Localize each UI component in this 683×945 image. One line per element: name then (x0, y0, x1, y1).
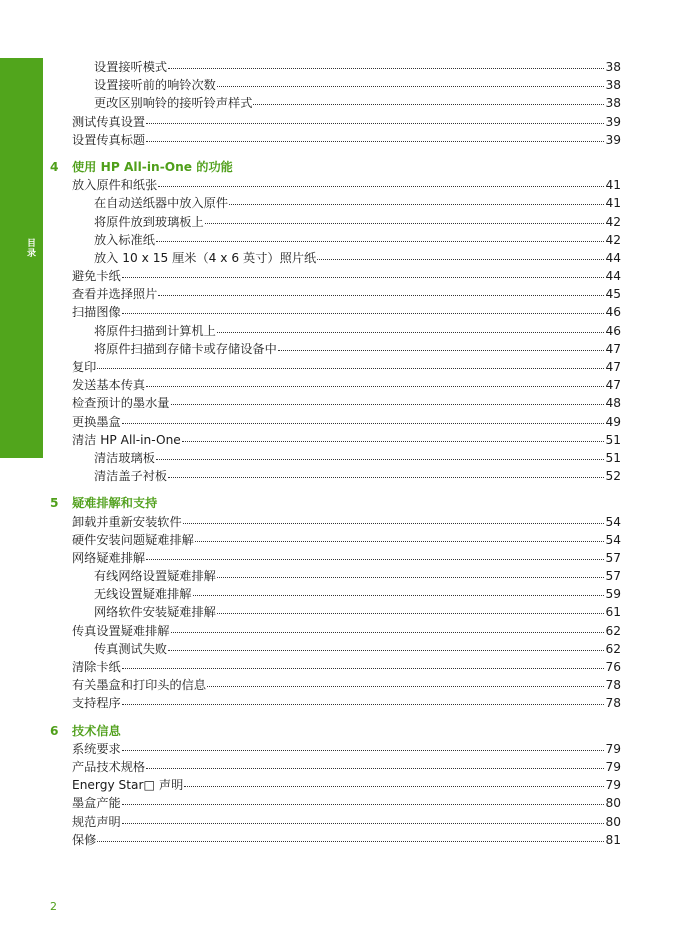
dot-leader (171, 403, 605, 405)
dot-leader (146, 122, 604, 124)
toc-entry-title[interactable]: 更改区别响铃的接听铃声样式 (94, 96, 253, 111)
toc-entry-page[interactable]: 38 (605, 78, 621, 93)
toc-entry-title[interactable]: 墨盒产能 (72, 796, 121, 811)
toc-entry-page[interactable]: 57 (605, 569, 621, 584)
toc-entry-title[interactable]: 网络疑难排解 (72, 550, 146, 565)
toc-entry-title[interactable]: 将原件扫描到存储卡或存储设备中 (94, 341, 277, 356)
toc-entry-title[interactable]: 传真设置疑难排解 (72, 623, 170, 638)
side-tab-label: 目录 (25, 238, 35, 258)
toc-entry[interactable] (50, 340, 621, 358)
toc-entry-page[interactable]: 49 (605, 414, 621, 429)
toc-entry[interactable] (50, 431, 621, 449)
toc-entry-page[interactable]: 41 (605, 196, 621, 211)
dot-leader (168, 649, 604, 651)
toc-entry-page[interactable]: 48 (605, 396, 621, 411)
toc-entry[interactable] (50, 513, 621, 531)
toc-entry-title[interactable]: 清除卡纸 (72, 660, 121, 674)
toc-entry-title[interactable]: 有关墨盒和打印头的信息 (72, 678, 207, 693)
chapter-number: 4 (50, 159, 59, 174)
toc-entry[interactable] (50, 794, 621, 812)
dot-leader (184, 785, 604, 787)
toc-entry[interactable] (50, 113, 621, 131)
dot-leader (158, 185, 604, 187)
toc-entry-page[interactable]: 46 (605, 323, 621, 338)
dot-leader (205, 222, 605, 224)
toc-entry-title[interactable]: 保修 (72, 832, 97, 847)
dot-leader (217, 612, 605, 614)
toc-entry[interactable] (50, 467, 621, 485)
toc-entry-page[interactable]: 79 (605, 741, 621, 756)
side-tab (0, 58, 43, 458)
dot-leader (146, 558, 604, 560)
dot-leader (317, 258, 604, 260)
toc-entry-page[interactable]: 46 (605, 305, 621, 320)
toc-entry[interactable] (50, 376, 621, 394)
toc-entry-title[interactable]: 放入原件和纸张 (72, 178, 158, 193)
toc-entry-page[interactable]: 51 (605, 432, 621, 447)
dot-leader (183, 522, 605, 524)
toc-entry-title[interactable]: 硬件安装问题疑难排解 (72, 532, 194, 547)
toc-entry[interactable] (50, 585, 621, 603)
toc-entry-page[interactable]: 54 (605, 514, 621, 529)
dot-leader (278, 349, 605, 351)
toc-entry-title[interactable]: 设置接听前的响铃次数 (94, 78, 216, 93)
toc-entry-page[interactable]: 59 (605, 587, 621, 602)
toc-entry-page[interactable]: 80 (605, 796, 621, 811)
toc-entry-title[interactable]: 复印 (72, 360, 97, 374)
toc-entry-title[interactable]: 放入 10 x 15 厘米（4 x 6 英寸）照片纸 (94, 250, 317, 265)
toc-entry[interactable] (50, 676, 621, 694)
dot-leader (97, 367, 604, 369)
dot-leader (122, 276, 605, 278)
toc-entry[interactable] (50, 131, 621, 149)
toc-entry[interactable] (50, 358, 621, 376)
toc-entry[interactable] (50, 758, 621, 776)
toc-entry-page[interactable]: 79 (605, 759, 621, 774)
toc-entry[interactable] (50, 303, 621, 321)
dot-leader (122, 312, 605, 314)
toc-entry-title[interactable]: 更换墨盒 (72, 414, 121, 429)
toc-entry-title[interactable]: Energy Star□ 声明 (72, 778, 184, 793)
toc-entry-page[interactable]: 44 (605, 269, 621, 284)
toc-entry-page[interactable]: 79 (605, 778, 621, 793)
toc-entry-title[interactable]: 规范声明 (72, 814, 121, 829)
toc-entry-page[interactable]: 54 (605, 532, 621, 547)
dot-leader (146, 140, 604, 142)
toc-entry[interactable] (50, 322, 621, 340)
toc-entry[interactable] (50, 603, 621, 621)
toc-entry[interactable] (50, 776, 621, 794)
toc-entry-title[interactable]: 网络软件安装疑难排解 (94, 605, 216, 620)
dot-leader (146, 767, 604, 769)
toc-entry-page[interactable]: 45 (605, 287, 621, 302)
toc-entry-page[interactable]: 62 (605, 623, 621, 638)
toc-entry-title[interactable]: 有线网络设置疑难排解 (94, 569, 216, 584)
toc-entry-title[interactable]: 检查预计的墨水量 (72, 396, 170, 411)
toc-entry-page[interactable]: 51 (605, 450, 621, 465)
toc-entry-title[interactable]: 无线设置疑难排解 (94, 587, 192, 602)
dot-leader (182, 440, 605, 442)
dot-leader (158, 294, 604, 296)
toc-entry-title[interactable]: 将原件扫描到计算机上 (94, 323, 216, 338)
chapter-heading (50, 158, 621, 176)
dot-leader (171, 631, 605, 633)
toc-entry[interactable] (50, 194, 621, 212)
dot-leader (168, 67, 604, 69)
toc-entry-page[interactable]: 38 (605, 60, 621, 74)
dot-leader (217, 85, 605, 87)
toc-entry-title[interactable]: 查看并选择照片 (72, 287, 158, 302)
dot-leader (229, 203, 604, 205)
toc-entry-page[interactable]: 52 (605, 469, 621, 484)
toc-entry-title[interactable]: 清洁玻璃板 (94, 450, 155, 465)
toc-entry-page[interactable]: 39 (605, 132, 621, 147)
toc-entry-page[interactable]: 42 (605, 214, 621, 229)
toc-entry-page[interactable]: 44 (605, 250, 621, 265)
toc-entry-title[interactable]: 发送基本传真 (72, 378, 146, 393)
toc-entry[interactable] (50, 76, 621, 94)
toc-entry[interactable] (50, 231, 621, 249)
toc-entry[interactable] (50, 549, 621, 567)
toc-entry[interactable] (50, 567, 621, 585)
toc-entry-page[interactable]: 62 (605, 641, 621, 656)
toc-entry[interactable] (50, 285, 621, 303)
toc-entry-page[interactable]: 78 (605, 696, 621, 711)
toc-entry[interactable] (50, 213, 621, 231)
toc-entry-title[interactable]: 设置接听模式 (94, 60, 168, 74)
chapter-heading (50, 494, 621, 512)
chapter-title[interactable]: 疑难排解和支持 (72, 496, 158, 511)
toc-entry[interactable] (50, 94, 621, 112)
toc-entry-page[interactable]: 61 (605, 605, 621, 620)
toc-entry-title[interactable]: 系统要求 (72, 741, 121, 756)
toc-entry-page[interactable]: 78 (605, 678, 621, 693)
toc-entry[interactable] (50, 58, 621, 76)
page-number: 2 (50, 900, 57, 913)
toc-entry-title[interactable]: 测试传真设置 (72, 114, 146, 129)
toc-entry-page[interactable]: 41 (605, 178, 621, 193)
toc-entry-title[interactable]: 清洁盖子衬板 (94, 469, 168, 484)
dot-leader (146, 385, 604, 387)
toc-entry-page[interactable]: 42 (605, 232, 621, 247)
dot-leader (217, 331, 605, 333)
toc-entry-page[interactable]: 39 (605, 114, 621, 129)
dot-leader (122, 749, 605, 751)
toc-entry-title[interactable]: 传真测试失败 (94, 641, 168, 656)
dot-leader (156, 240, 605, 242)
toc-entry-title[interactable]: 将原件放到玻璃板上 (94, 214, 204, 229)
toc-entry-page[interactable]: 47 (605, 360, 621, 374)
dot-leader (122, 703, 605, 705)
dot-leader (195, 540, 605, 542)
toc-entry[interactable] (50, 249, 621, 267)
dot-leader (156, 458, 605, 460)
toc-entry-page[interactable]: 76 (605, 660, 621, 674)
toc-entry[interactable] (50, 531, 621, 549)
toc-entry[interactable] (50, 394, 621, 412)
toc-entry[interactable] (50, 449, 621, 467)
chapter-title[interactable]: 技术信息 (72, 723, 121, 738)
dot-leader (122, 667, 605, 669)
toc-entry-page[interactable]: 47 (605, 378, 621, 393)
dot-leader (253, 103, 604, 105)
table-of-contents (50, 58, 621, 849)
toc-entry[interactable] (50, 740, 621, 758)
dot-leader (122, 422, 605, 424)
dot-leader (122, 803, 605, 805)
toc-entry[interactable] (50, 694, 621, 712)
dot-leader (97, 840, 604, 842)
toc-entry-page[interactable]: 38 (605, 96, 621, 111)
toc-entry[interactable] (50, 622, 621, 640)
chapter-title[interactable]: 使用 HP All-in-One 的功能 (72, 159, 233, 174)
chapter-number: 5 (50, 496, 59, 511)
toc-entry-title[interactable]: 设置传真标题 (72, 132, 146, 147)
toc-entry[interactable] (50, 267, 621, 285)
toc-entry[interactable] (50, 640, 621, 658)
toc-entry[interactable] (50, 831, 621, 849)
toc-entry-page[interactable]: 80 (605, 814, 621, 829)
dot-leader (193, 594, 605, 596)
dot-leader (217, 576, 605, 578)
toc-entry-title[interactable]: 清洁 HP All-in-One (72, 432, 181, 447)
toc-entry-title[interactable]: 产品技术规格 (72, 759, 146, 774)
toc-entry-page[interactable]: 81 (605, 832, 621, 847)
toc-entry-title[interactable]: 在自动送纸器中放入原件 (94, 196, 229, 211)
chapter-heading (50, 722, 621, 740)
toc-entry-title[interactable]: 支持程序 (72, 696, 121, 711)
toc-entry[interactable] (50, 413, 621, 431)
toc-entry[interactable] (50, 176, 621, 194)
chapter-number: 6 (50, 723, 59, 738)
toc-entry-title[interactable]: 扫描图像 (72, 305, 121, 320)
dot-leader (168, 476, 604, 478)
dot-leader (207, 685, 604, 687)
toc-entry[interactable] (50, 813, 621, 831)
dot-leader (122, 822, 605, 824)
toc-entry-title[interactable]: 卸载并重新安装软件 (72, 514, 182, 529)
toc-entry-title[interactable]: 避免卡纸 (72, 269, 121, 284)
toc-entry-page[interactable]: 57 (605, 550, 621, 565)
toc-entry-page[interactable]: 47 (605, 341, 621, 356)
toc-entry-title[interactable]: 放入标准纸 (94, 232, 155, 247)
toc-entry[interactable] (50, 658, 621, 676)
